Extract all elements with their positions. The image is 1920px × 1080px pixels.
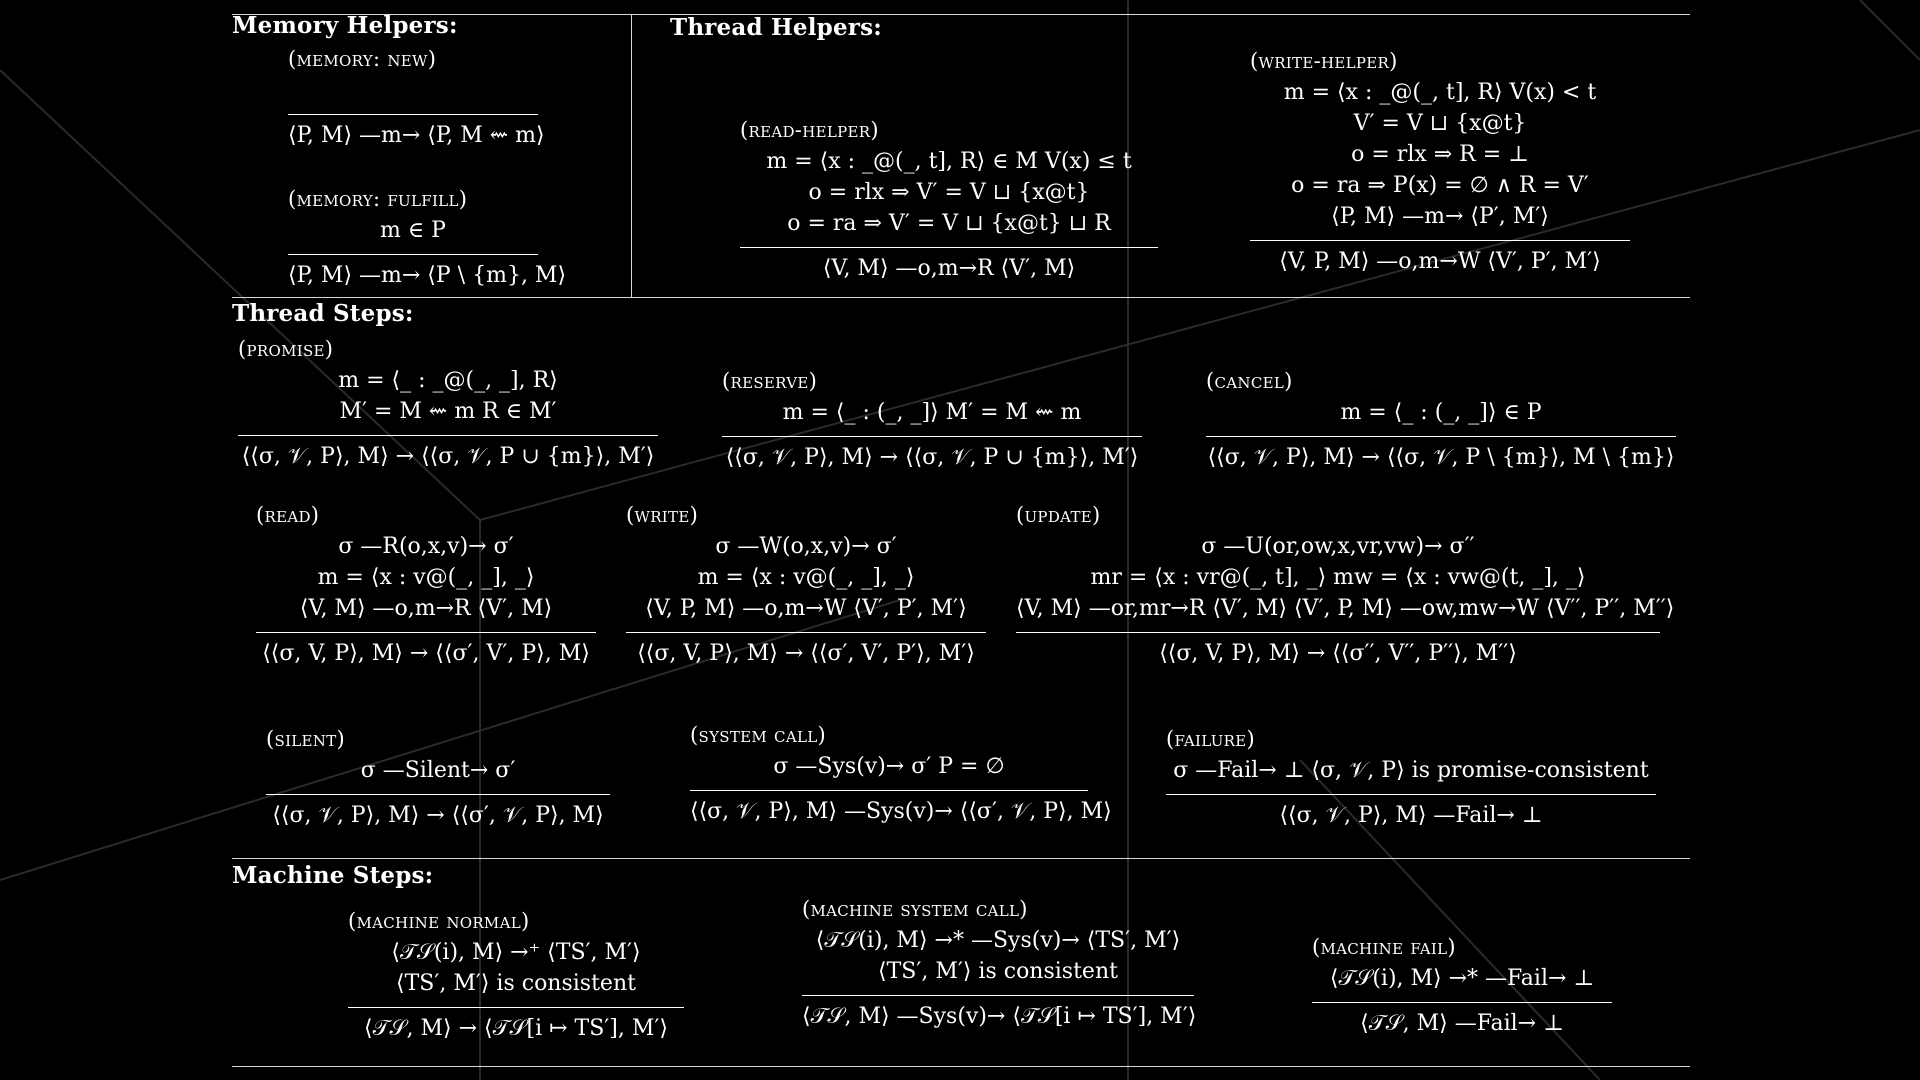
- rule-machine-normal: [348, 906, 684, 1044]
- rule-premise: m ∈ P: [380, 218, 446, 243]
- rule-name: (promise): [238, 337, 334, 361]
- rule-premise-empty: [288, 75, 538, 106]
- inference-bar: [266, 794, 610, 795]
- rule-conclusion: ⟨⟨σ, 𝒱, P⟩, M⟩ → ⟨⟨σ′, 𝒱, P⟩, M⟩: [272, 803, 604, 828]
- rule-name: (read): [256, 503, 320, 527]
- rule-conclusion: ⟨⟨σ, 𝒱, P⟩, M⟩ → ⟨⟨σ, 𝒱, P \ {m}⟩, M \ {m}⟩: [1207, 445, 1675, 470]
- rule-premise: ⟨𝒯𝒮(i), M⟩ →⁺ ⟨TS′, M′⟩: [391, 940, 641, 965]
- inference-bar: [288, 114, 538, 115]
- rule-name: (update): [1016, 503, 1101, 527]
- rule-premise: σ —U(or,ow,x,vr,vw)→ σ′′: [1201, 534, 1475, 559]
- rule-conclusion: ⟨⟨σ, V, P⟩, M⟩ → ⟨⟨σ′, V′, P⟩, M⟩: [262, 641, 590, 666]
- rule-conclusion: ⟨⟨σ, 𝒱, P⟩, M⟩ —Sys(v)→ ⟨⟨σ′, 𝒱, P⟩, M⟩: [690, 799, 1112, 824]
- rule-conclusion: ⟨⟨σ, 𝒱, P⟩, M⟩ → ⟨⟨σ, 𝒱, P ∪ {m}⟩, M′⟩: [725, 445, 1139, 470]
- rule-name: (silent): [266, 727, 346, 751]
- rule-premise: m = ⟨x : _@(_, t], R⟩ V(x) < t: [1283, 80, 1597, 105]
- inference-bar: [288, 254, 538, 255]
- rule-premise: ⟨P, M⟩ —m→ ⟨P′, M′⟩: [1331, 204, 1549, 229]
- rule-update: [1016, 500, 1675, 669]
- rule-premise: ⟨V, P, M⟩ —o,m→W ⟨V′, P′, M′⟩: [645, 596, 967, 621]
- rule-memory-fulfill: [288, 184, 567, 291]
- rule-premise: ⟨TS′, M′⟩ is consistent: [396, 971, 636, 996]
- divider-thread-steps: [232, 297, 1690, 298]
- rule-premise: ⟨V, M⟩ —or,mr→R ⟨V′, M⟩ ⟨V′, P, M⟩ —ow,mw→W ⟨V′′, P′′, M′′⟩: [1016, 596, 1675, 621]
- inference-bar: [238, 435, 658, 436]
- section-machine-steps: Machine Steps:: [232, 862, 434, 889]
- rule-premise: m = ⟨x : v@(_, _], _⟩: [697, 565, 915, 590]
- inference-bar: [348, 1007, 684, 1008]
- rule-premise: ⟨𝒯𝒮(i), M⟩ →* —Fail→ ⊥: [1329, 966, 1595, 991]
- rule-premise: m = ⟨_ : (_, _]⟩ M′ = M ⇜ m: [782, 400, 1082, 425]
- helpers-divider: [631, 14, 632, 297]
- rule-premise: o = ra ⇒ V′ = V ⊔ {x@t} ⊔ R: [787, 211, 1111, 236]
- inference-bar: [1016, 632, 1660, 633]
- rule-premise: ⟨V, M⟩ —o,m→R ⟨V′, M⟩: [299, 596, 553, 621]
- rule-premise: M′ = M ⇜ m R ∈ M′: [339, 399, 557, 424]
- rule-premise: σ —Fail→ ⊥ ⟨σ, 𝒱, P⟩ is promise-consistent: [1173, 758, 1649, 783]
- rule-read-helper: [740, 115, 1158, 284]
- rule-cancel: [1206, 366, 1676, 473]
- section-thread-helpers: Thread Helpers:: [670, 14, 882, 41]
- inference-bar: [740, 247, 1158, 248]
- rule-promise: [238, 334, 658, 472]
- inference-bar: [626, 632, 986, 633]
- bottom-rule: [232, 1066, 1690, 1067]
- divider-machine-steps: [232, 858, 1690, 859]
- rule-conclusion: ⟨𝒯𝒮, M⟩ → ⟨𝒯𝒮[i ↦ TS′], M′⟩: [364, 1016, 668, 1041]
- section-thread-steps: Thread Steps:: [232, 300, 414, 327]
- rule-reserve: [722, 366, 1142, 473]
- rule-machine-system-call: [802, 894, 1197, 1032]
- rule-conclusion: ⟨V, M⟩ —o,m→R ⟨V′, M⟩: [822, 256, 1076, 281]
- rule-conclusion: ⟨⟨σ, 𝒱, P⟩, M⟩ → ⟨⟨σ, 𝒱, P ∪ {m}⟩, M′⟩: [241, 444, 655, 469]
- inference-bar: [1312, 1002, 1612, 1003]
- rule-name: (memory: fulfill): [288, 187, 468, 211]
- rule-conclusion: ⟨P, M⟩ —m→ ⟨P \ {m}, M⟩: [288, 263, 567, 288]
- rule-conclusion: ⟨⟨σ, V, P⟩, M⟩ → ⟨⟨σ′′, V′′, P′′⟩, M′′⟩: [1159, 641, 1517, 666]
- rule-premise: σ —Sys(v)→ σ′ P = ∅: [773, 754, 1005, 779]
- inference-bar: [722, 436, 1142, 437]
- rule-system-call: [690, 720, 1112, 827]
- rule-premise: m = ⟨x : v@(_, _], _⟩: [317, 565, 535, 590]
- rule-write: [626, 500, 986, 669]
- inference-bar: [802, 995, 1194, 996]
- rule-name: (failure): [1166, 727, 1255, 751]
- rule-name: (machine normal): [348, 909, 530, 933]
- rule-premise: ⟨TS′, M′⟩ is consistent: [878, 959, 1118, 984]
- rule-conclusion: ⟨⟨σ, 𝒱, P⟩, M⟩ —Fail→ ⊥: [1279, 803, 1543, 828]
- rule-silent: [266, 724, 610, 831]
- rule-machine-fail: [1312, 932, 1612, 1039]
- rule-failure: [1166, 724, 1656, 831]
- rule-premise: m = ⟨_ : _@(_, _], R⟩: [338, 368, 558, 393]
- inference-bar: [690, 790, 1088, 791]
- inference-bar: [256, 632, 596, 633]
- inference-bar: [1250, 240, 1630, 241]
- rule-premise: σ —R(o,x,v)→ σ′: [338, 534, 514, 559]
- rule-conclusion: ⟨⟨σ, V, P⟩, M⟩ → ⟨⟨σ′, V′, P′⟩, M′⟩: [637, 641, 975, 666]
- section-memory-helpers: Memory Helpers:: [232, 12, 458, 39]
- rule-premise: V′ = V ⊔ {x@t}: [1353, 111, 1527, 136]
- rule-read: [256, 500, 596, 669]
- inference-bar: [1206, 436, 1676, 437]
- inference-bar: [1166, 794, 1656, 795]
- rule-name: (memory: new): [288, 47, 437, 71]
- rule-name: (read-helper): [740, 118, 879, 142]
- rule-premise: ⟨𝒯𝒮(i), M⟩ →* —Sys(v)→ ⟨TS′, M′⟩: [815, 928, 1181, 953]
- rule-conclusion: ⟨P, M⟩ —m→ ⟨P, M ⇜ m⟩: [288, 123, 545, 148]
- rule-write-helper: [1250, 46, 1630, 277]
- rule-name: (system call): [690, 723, 826, 747]
- rule-premise: m = ⟨x : _@(_, t], R⟩ ∈ M V(x) ≤ t: [766, 149, 1132, 174]
- rule-conclusion: ⟨𝒯𝒮, M⟩ —Sys(v)→ ⟨𝒯𝒮[i ↦ TS′], M′⟩: [802, 1004, 1197, 1029]
- rule-premise: o = rlx ⇒ R = ⊥: [1351, 142, 1529, 167]
- rule-conclusion: ⟨V, P, M⟩ —o,m→W ⟨V′, P′, M′⟩: [1279, 249, 1601, 274]
- rule-name: (write): [626, 503, 699, 527]
- rule-premise: m = ⟨_ : (_, _]⟩ ∈ P: [1340, 400, 1542, 425]
- rule-premise: σ —W(o,x,v)→ σ′: [715, 534, 897, 559]
- rule-name: (write-helper): [1250, 49, 1398, 73]
- rule-conclusion: ⟨𝒯𝒮, M⟩ —Fail→ ⊥: [1360, 1011, 1564, 1036]
- rule-name: (reserve): [722, 369, 818, 393]
- rule-premise: mr = ⟨x : vr@(_, t], _⟩ mw = ⟨x : vw@(t, _], _⟩: [1090, 565, 1586, 590]
- rule-name: (machine fail): [1312, 935, 1456, 959]
- rule-memory-new: [288, 44, 545, 151]
- rule-name: (cancel): [1206, 369, 1293, 393]
- rule-premise: o = rlx ⇒ V′ = V ⊔ {x@t}: [808, 180, 1090, 205]
- rule-premise: o = ra ⇒ P(x) = ∅ ∧ R = V′: [1291, 173, 1589, 198]
- rule-premise: σ —Silent→ σ′: [360, 758, 516, 783]
- rule-name: (machine system call): [802, 897, 1028, 921]
